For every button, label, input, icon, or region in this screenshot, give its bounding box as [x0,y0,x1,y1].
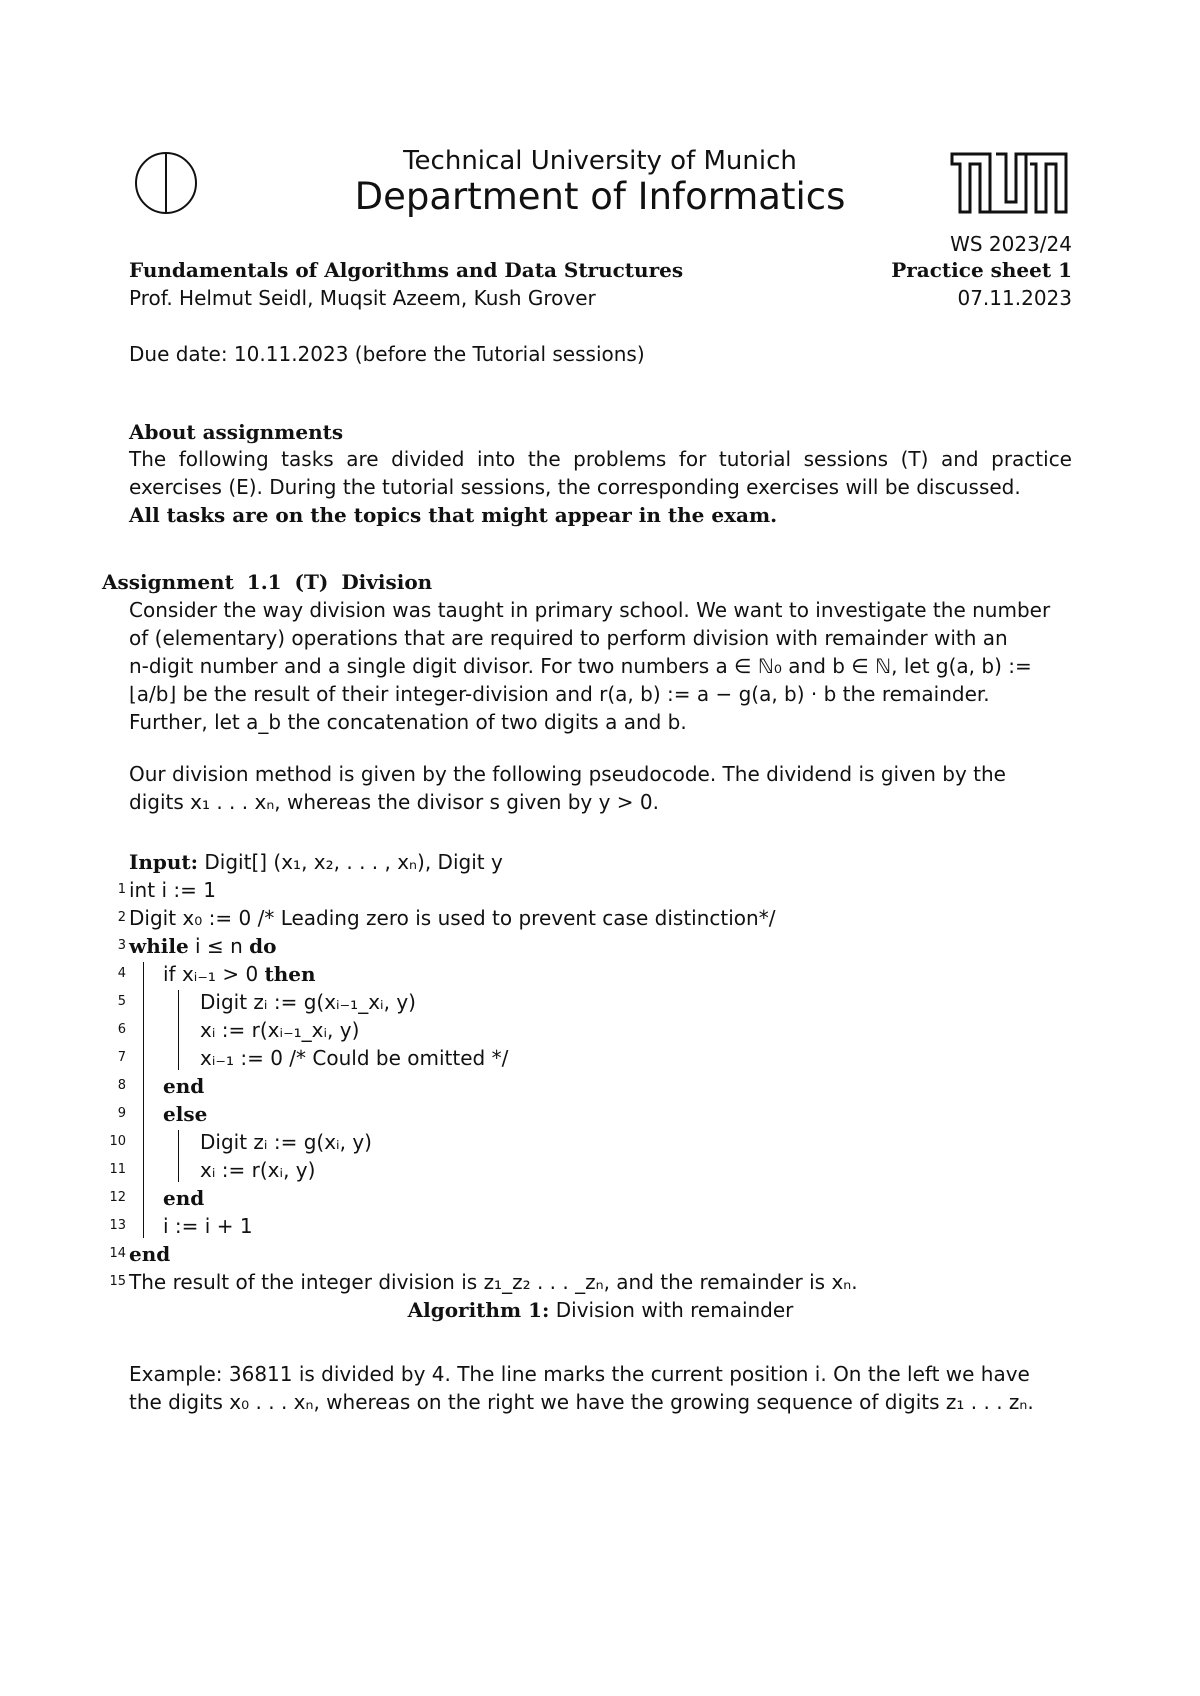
paragraph-line: ⌊a/b⌋ be the result of their integer-division and r(a, b) := a − g(a, b) · b the remainder. [129,682,990,706]
line-number: 5 [117,994,126,1009]
line-number: 3 [117,938,126,953]
code-text: xᵢ := r(xᵢ, y) [200,1158,316,1182]
code-text: Digit zᵢ := g(xᵢ, y) [200,1130,372,1154]
paragraph-line: Further, let a_b the concatenation of two digits a and b. [129,710,687,734]
code-text: end [129,1242,171,1266]
about-heading: About assignments [129,420,344,444]
algorithm-line [100,904,1100,932]
algorithm-input [129,848,1029,876]
assignment-paragraph-2 [129,760,1072,816]
algorithm-line [100,1016,1100,1044]
algorithm-line [100,876,1100,904]
paragraph-line: of (elementary) operations that are required to perform division with remainder with an [129,626,1008,650]
code-text: while i ≤ n do [129,934,277,958]
then-indent-bar [178,990,179,1070]
algorithm-line [100,988,1100,1016]
algorithm-line [100,1212,1100,1240]
caption-text: Division with remainder [555,1298,794,1322]
staff-names: Prof. Helmut Seidl, Muqsit Azeem, Kush Grover [129,286,596,310]
line-number: 12 [109,1190,126,1205]
code-text: end [163,1074,205,1098]
code-text: if xᵢ₋₁ > 0 then [163,962,316,986]
paragraph-line: Consider the way division was taught in primary school. We want to investigate the number [129,598,1051,622]
line-number: 11 [109,1162,126,1177]
paragraph-line: Our division method is given by the following pseudocode. The dividend is given by the [129,762,1006,786]
informatics-seal-icon [133,150,199,216]
course-title: Fundamentals of Algorithms and Data Structures [129,258,684,282]
assignment-paragraph-1 [129,596,1072,736]
code-text: int i := 1 [129,878,216,902]
example-paragraph [129,1360,1072,1416]
while-indent-bar [143,962,144,1238]
algorithm-line [100,932,1100,960]
algorithm-line [100,1268,1100,1296]
code-text: else [163,1102,208,1126]
line-number: 13 [109,1218,126,1233]
university-name: Technical University of Munich [403,146,797,176]
tum-logo-icon [950,152,1068,214]
algorithm-line [100,1240,1100,1268]
line-number: 1 [117,882,126,897]
paragraph-line: n-digit number and a single digit divisor. For two numbers a ∈ ℕ₀ and b ∈ ℕ, let g(a, b) := [129,654,1032,678]
algorithm-line [100,1128,1100,1156]
caption-label: Algorithm 1: [407,1298,550,1322]
assignment-heading: Assignment 1.1 (T) Division [102,570,433,594]
else-indent-bar [178,1130,179,1182]
code-text: The result of the integer division is z₁_z₂ . . . _zₙ, and the remainder is xₙ. [129,1270,858,1294]
code-text: xᵢ := r(xᵢ₋₁_xᵢ, y) [200,1018,360,1042]
line-number: 7 [117,1050,126,1065]
algorithm-line [100,960,1100,988]
algorithm-caption [129,1296,1072,1324]
paragraph-line: digits x₁ . . . xₙ, whereas the divisor s given by y > 0. [129,790,659,814]
paragraph-line: Example: 36811 is divided by 4. The line marks the current position i. On the left we have [129,1362,1030,1386]
sheet-date: 07.11.2023 [957,286,1072,310]
line-number: 9 [117,1106,126,1121]
input-text: Digit[] (x₁, x₂, . . . , xₙ), Digit y [204,850,503,874]
code-text: Digit zᵢ := g(xᵢ₋₁_xᵢ, y) [200,990,416,1014]
line-number: 8 [117,1078,126,1093]
due-date: Due date: 10.11.2023 (before the Tutorial sessions) [129,342,645,366]
line-number: 14 [109,1246,126,1261]
code-text: xᵢ₋₁ := 0 /* Could be omitted */ [200,1046,509,1070]
line-number: 4 [117,966,126,981]
code-text: end [163,1186,205,1210]
paragraph-line: the digits x₀ . . . xₙ, whereas on the right we have the growing sequence of digits z₁ . . . zₙ. [129,1390,1034,1414]
algorithm-line [100,1044,1100,1072]
code-text: Digit x₀ := 0 /* Leading zero is used to prevent case distinction*/ [129,906,776,930]
algorithm-line [100,1100,1100,1128]
algorithm-line [100,1156,1100,1184]
line-number: 10 [109,1134,126,1149]
line-number: 2 [117,910,126,925]
input-label: Input: [129,850,199,874]
line-number: 15 [109,1274,126,1289]
sheet-label: Practice sheet 1 [891,258,1072,282]
line-number: 6 [117,1022,126,1037]
algorithm-line [100,1184,1100,1212]
algorithm-line [100,1072,1100,1100]
about-text: The following tasks are divided into the problems for tutorial sessions (T) and practice exercises (E). During the tutorial sessions, the corresponding exercises will be discussed. [129,447,1072,499]
semester-label: WS 2023/24 [950,232,1072,256]
code-text: i := i + 1 [163,1214,253,1238]
about-emphasis: All tasks are on the topics that might appear in the exam. [129,503,778,527]
department-name: Department of Informatics [354,175,846,218]
